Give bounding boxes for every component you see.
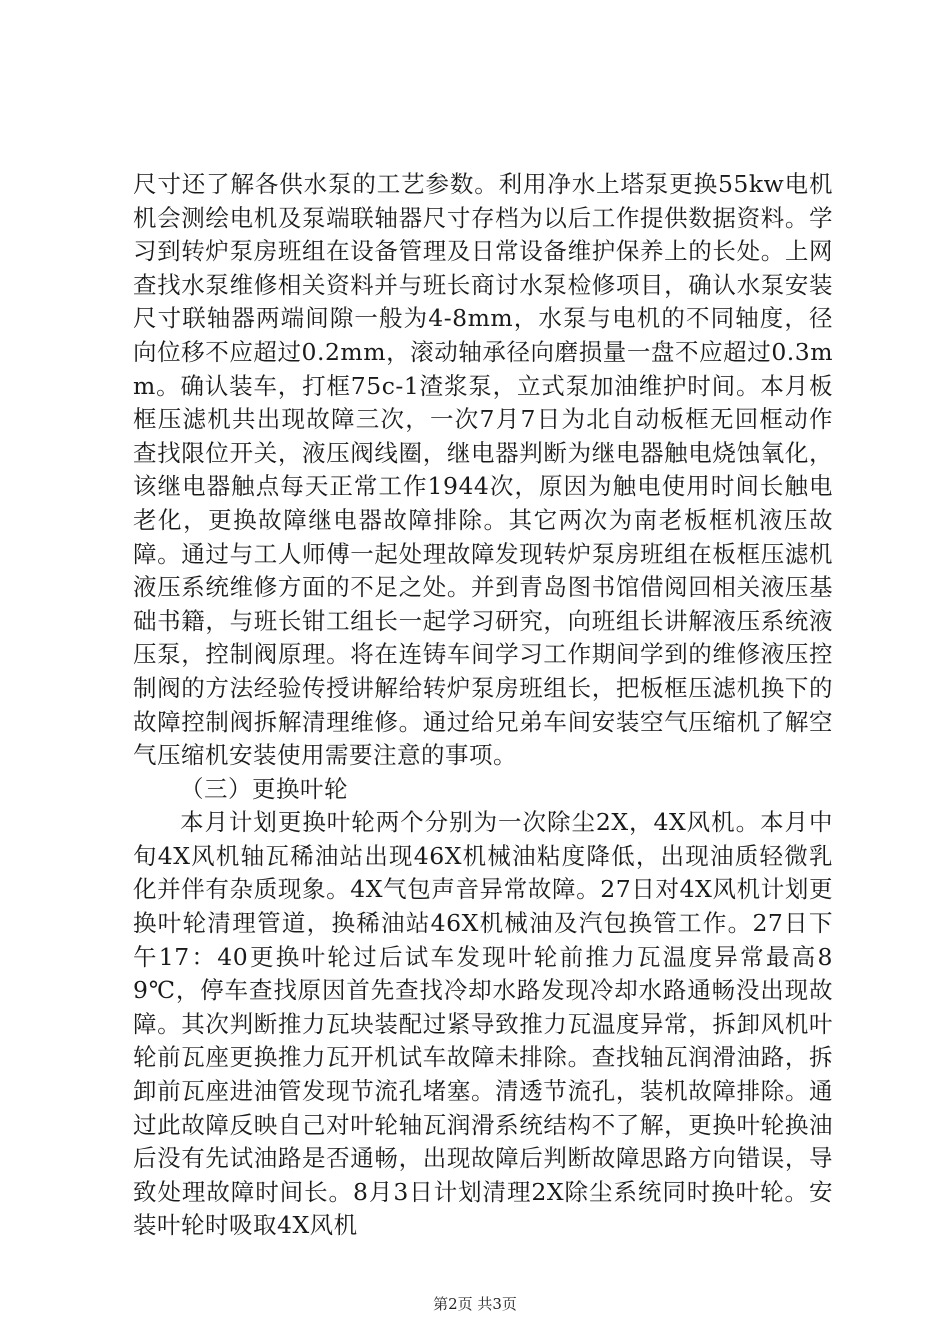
page-footer: 第2页 共3页 (433, 1295, 517, 1313)
section-heading: （三）更换叶轮 (180, 774, 348, 803)
paragraph-impeller-replacement: 本月计划更换叶轮两个分别为一次除尘2X，4X风机。本月中旬4X风机轴瓦稀油站出现46X机械油粘度降低，出现油质轻微乳化并伴有杂质现象。4X气包声音异常故障。27日对4X风机计划更换叶轮清理管道，换稀油站46X机械油及汽包换管工作。27日下午17：40更换叶轮过后试车发现叶轮前推力瓦温度异常最高89℃，停车查找原因首先查找冷却水路发现冷却水路通畅没出现故障。其次判断推力瓦块装配过紧导致推力瓦温度异常，拆卸风机叶轮前瓦座更换推力瓦开机试车故障未排除。查找轴瓦润滑油路，拆卸前瓦座进油管发现节流孔堵塞。清透节流孔，装机故障排除。通过此故障反映自己对叶轮轴瓦润滑系统结构不了解，更换叶轮换油后没有先试油路是否通畅，出现故障后判断故障思路方向错误，导致处理故障时间长。8月3日计划清理2X除尘系统同时换叶轮。安装叶轮时吸取4X风机 (133, 808, 833, 1240)
paragraph-pump-maintenance: 尺寸还了解各供水泵的工艺参数。利用净水上塔泵更换55kw电机机会测绘电机及泵端联轴器尺寸存档为以后工作提供数据资料。学习到转炉泵房班组在设备管理及日常设备维护保养上的长处。上网查找水泵维修相关资料并与班长商讨水泵检修项目，确认水泵安装尺寸联轴器两端间隙一般为4-8mm，水泵与电机的不同轴度，径向位移不应超过0.2mm，滚动轴承径向磨损量一盘不应超过0.3mm。确认装车，打框75c-1渣浆泵，立式泵加油维护时间。本月板框压滤机共出现故障三次，一次7月7日为北自动板框无回框动作查找限位开关，液压阀线圈，继电器判断为继电器触电烧蚀氧化，该继电器触点每天正常工作1944次，原因为触电使用时间长触电老化，更换故障继电器故障排除。其它两次为南老板框机液压故障。通过与工人师傅一起处理故障发现转炉泵房班组在板框压滤机液压系统维修方面的不足之处。并到青岛图书馆借阅回相关液压基础书籍，与班长钳工组长一起学习研究，向班组长讲解液压系统液压泵，控制阀原理。将在连铸车间学习工作期间学到的维修液压控制阀的方法经验传授讲解给转炉泵房班组长，把板框压滤机换下的故障控制阀拆解清理维修。通过给兄弟车间安装空气压缩机了解空气压缩机安装使用需要注意的事项。 (133, 170, 833, 770)
document-body (133, 168, 833, 1243)
